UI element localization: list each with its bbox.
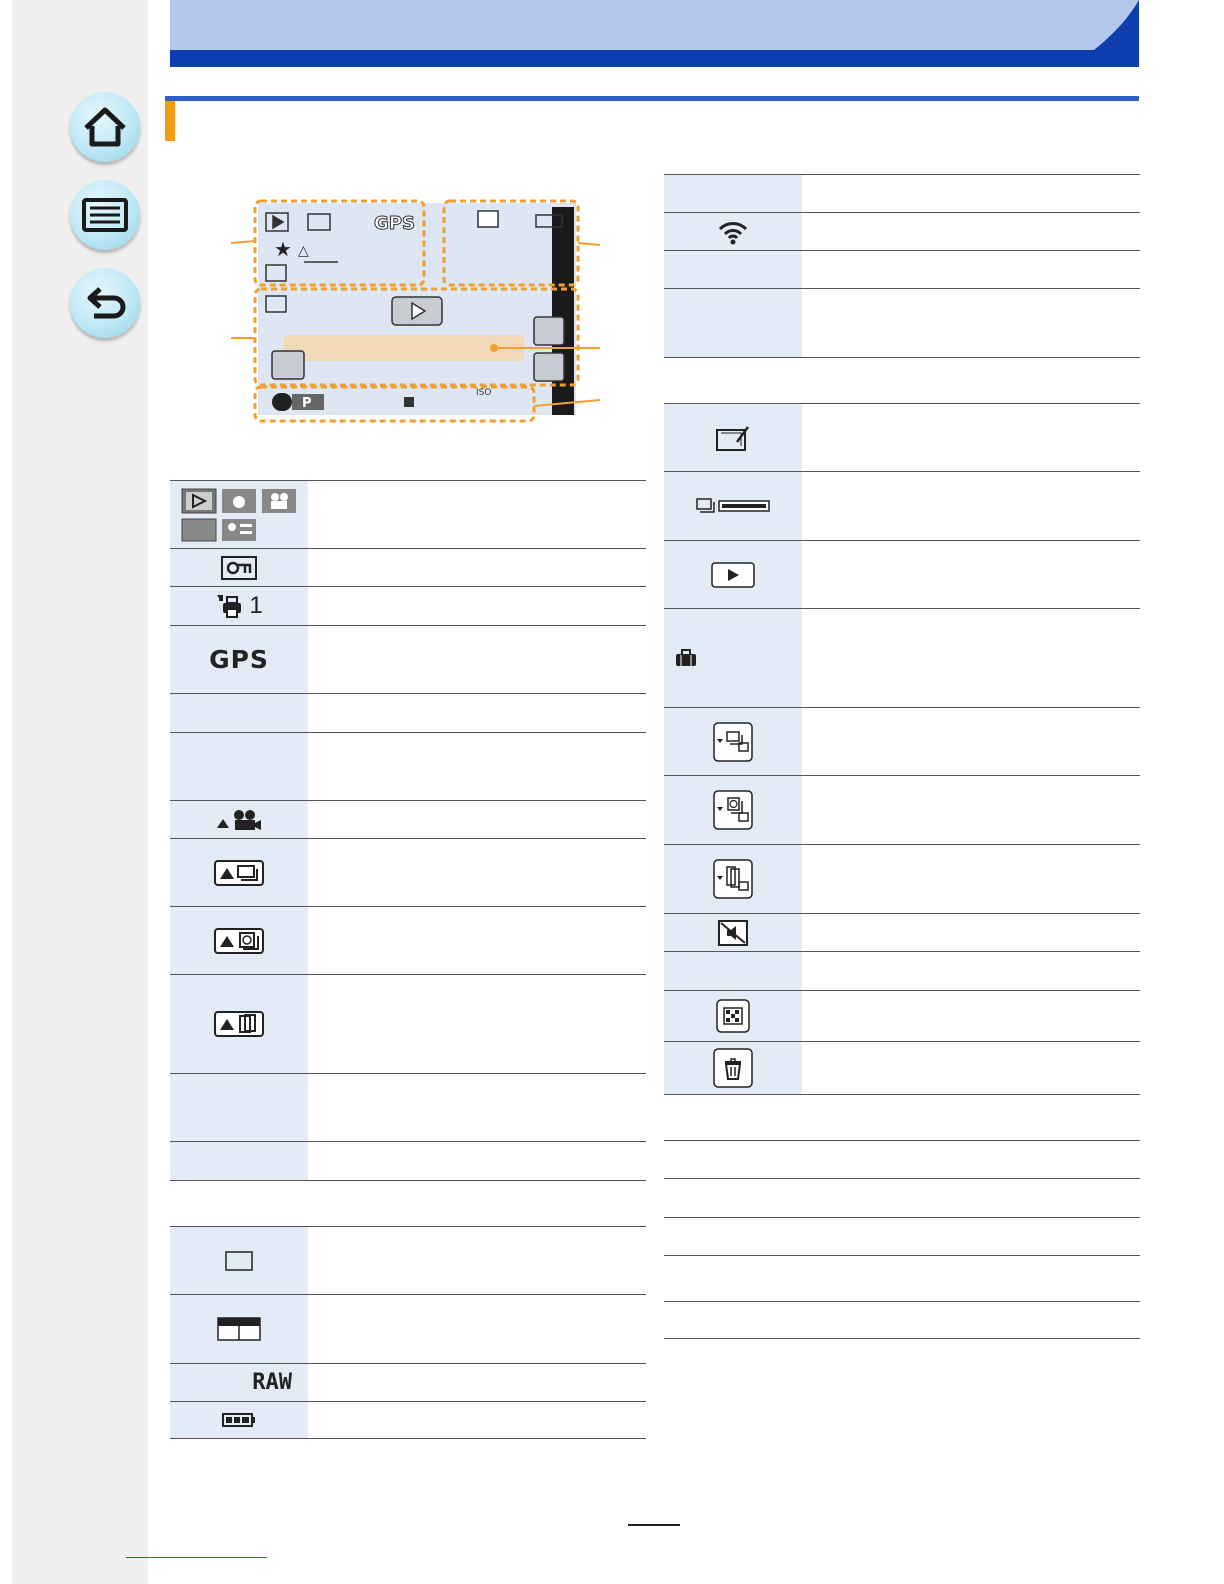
table-row: [664, 403, 1140, 471]
table-section-row: [664, 1094, 1140, 1140]
row-description: [802, 776, 1140, 844]
table-row: [170, 548, 646, 586]
row-description: [802, 472, 1140, 540]
interval-group-cell: [170, 907, 308, 974]
stop-motion-group-icon: [214, 1011, 264, 1037]
row-description: [308, 907, 646, 974]
table-row: [170, 586, 646, 625]
table-row: [170, 838, 646, 906]
empty-icon-cell: [170, 1142, 308, 1180]
aspect-cell: [170, 1227, 308, 1294]
table-row: [664, 844, 1140, 913]
table-row: [664, 288, 1140, 357]
table-row: [170, 693, 646, 732]
delete-cell: [664, 1042, 802, 1094]
table-row: [664, 1041, 1140, 1094]
wifi-icon: [718, 219, 748, 245]
row-description: [308, 1295, 646, 1363]
aspect-ratio-icon: [225, 1251, 253, 1271]
row-description: [308, 1402, 646, 1438]
row-description: [802, 213, 1140, 250]
protect-key-icon: [221, 556, 257, 580]
table-row: [664, 1301, 1140, 1339]
interval-group-icon: [214, 928, 264, 954]
table-row: [664, 707, 1140, 775]
battery-icon: [222, 1412, 256, 1428]
row-description: [802, 1095, 1140, 1140]
table-row: [170, 974, 646, 1073]
row-description: [802, 541, 1140, 608]
burst-display-icon: [713, 722, 753, 762]
protect-icon-cell: [170, 549, 308, 586]
empty-icon-cell: [664, 1095, 802, 1140]
row-description: [308, 1364, 646, 1401]
table-row: [664, 990, 1140, 1041]
row-description: [802, 175, 1140, 212]
back-arrow-icon: [80, 278, 130, 328]
header-corner: [1080, 0, 1140, 52]
row-description: [802, 404, 1140, 471]
burst-group-cell: [170, 839, 308, 906]
table-row: [664, 608, 1140, 707]
table-row: [170, 625, 646, 693]
empty-icon-cell: [170, 1181, 308, 1226]
row-description: [802, 289, 1140, 357]
row-description: [802, 1141, 1140, 1178]
table-row: [170, 1073, 646, 1141]
picture-size-cell: [170, 1295, 308, 1363]
section-rule: [165, 96, 1139, 101]
burst-group-icon: [214, 860, 264, 886]
row-description: [802, 708, 1140, 775]
empty-icon-cell: [664, 1141, 802, 1178]
row-description: [308, 549, 646, 586]
row-description: [802, 991, 1140, 1041]
diagram-iso-label: ISO: [476, 388, 492, 398]
table-row: [170, 1226, 646, 1294]
print-set-cell: [170, 587, 308, 625]
row-description: [308, 587, 646, 625]
print-count: 1: [249, 592, 263, 619]
play-icon: [711, 562, 755, 588]
table-row: [170, 906, 646, 974]
row-description: [308, 801, 646, 838]
stop-motion-display-icon: [713, 859, 753, 899]
retouch-cell: [664, 404, 802, 471]
row-description: [802, 1218, 1140, 1255]
processing-progress-icon: [695, 496, 771, 516]
table-row: [664, 174, 1140, 212]
table-row: [664, 1140, 1140, 1178]
empty-icon-cell: [170, 694, 308, 732]
table-row: [170, 1401, 646, 1439]
empty-icon-cell: [664, 1256, 802, 1301]
page-number-underline: [628, 1524, 680, 1526]
interval-display-cell: [664, 776, 802, 844]
home-button[interactable]: [70, 92, 140, 162]
row-description: [802, 1042, 1140, 1094]
table-row: [170, 1363, 646, 1401]
diagram-mode-label: P: [302, 396, 312, 411]
row-description: [308, 1142, 646, 1180]
empty-icon-cell: [170, 733, 308, 800]
menu-list-icon: [80, 190, 130, 240]
row-description: [802, 251, 1140, 288]
table-row: [170, 732, 646, 800]
back-button[interactable]: [70, 268, 140, 338]
row-description: [802, 952, 1140, 990]
row-description: [308, 626, 646, 693]
thumbnail-grid-icon: [716, 999, 750, 1033]
table-row: [170, 800, 646, 838]
table-row: [664, 540, 1140, 608]
empty-icon-cell: [664, 358, 802, 403]
row-description: [308, 481, 646, 548]
gps-label: GPS: [209, 645, 269, 674]
table-section-row: [664, 357, 1140, 403]
interval-display-icon: [713, 790, 753, 830]
diagram-gps-label: GPS: [374, 213, 415, 234]
row-description: [802, 845, 1140, 913]
svg-text:★: ★: [274, 237, 292, 261]
battery-cell: [170, 1402, 308, 1438]
row-description: [308, 839, 646, 906]
silent-cell: [664, 914, 802, 951]
sound-mute-icon: [718, 920, 748, 946]
burst-display-cell: [664, 708, 802, 775]
table-row: [664, 212, 1140, 250]
empty-icon-cell: [664, 1179, 802, 1217]
mode-icons-cell: [170, 481, 308, 548]
empty-icon-cell: [170, 1074, 308, 1141]
home-icon: [80, 102, 130, 152]
row-description: [308, 733, 646, 800]
progress-cell: [664, 472, 802, 540]
wifi-cell: [664, 213, 802, 250]
table-row: [664, 1178, 1140, 1217]
table-row: [170, 1141, 646, 1180]
picture-size-icon: [217, 1317, 261, 1341]
empty-icon-cell: [664, 952, 802, 990]
table-row: [664, 951, 1140, 990]
motion-picture-cell: [170, 801, 308, 838]
menu-button[interactable]: [70, 180, 140, 250]
empty-icon-cell: [664, 175, 802, 212]
icon-table-right: [664, 174, 1140, 1339]
row-description: [802, 914, 1140, 951]
empty-icon-cell: [664, 1302, 802, 1338]
table-section-row: [170, 1180, 646, 1226]
table-row: [664, 1255, 1140, 1301]
row-description: [802, 358, 1140, 403]
table-row: [664, 250, 1140, 288]
icon-table-left: [170, 480, 646, 1439]
section-marker: [165, 101, 175, 141]
play-cell: [664, 541, 802, 608]
row-description: [308, 694, 646, 732]
row-description: [802, 1179, 1140, 1217]
gps-cell: [170, 626, 308, 693]
stop-motion-display-cell: [664, 845, 802, 913]
playback-screen-diagram: [228, 195, 608, 430]
row-description: [308, 1074, 646, 1141]
thumbnail-cell: [664, 991, 802, 1041]
retouch-pen-icon: [715, 424, 751, 452]
row-description: [802, 609, 1140, 707]
table-row: [664, 775, 1140, 844]
footer-link-underline[interactable]: [126, 1557, 267, 1558]
table-row: [664, 913, 1140, 951]
row-description: [802, 1302, 1140, 1338]
svg-text:△: △: [298, 243, 309, 259]
table-row: [664, 471, 1140, 540]
print-icon: [215, 593, 245, 619]
table-row: [170, 480, 646, 548]
row-description: [308, 975, 646, 1073]
stop-motion-group-cell: [170, 975, 308, 1073]
raw-cell: [170, 1364, 308, 1401]
empty-icon-cell: [664, 289, 802, 357]
header-bar: [170, 50, 1139, 67]
empty-icon-cell: [664, 1218, 802, 1255]
row-description: [308, 1181, 646, 1226]
empty-icon-cell: [664, 251, 802, 288]
travel-cell: [664, 609, 802, 707]
travel-suitcase-icon: [674, 649, 698, 667]
trash-icon: [713, 1048, 753, 1088]
row-description: [802, 1256, 1140, 1301]
raw-label: RAW: [252, 1370, 292, 1395]
playback-mode-icons: [180, 487, 298, 543]
motion-picture-icon: [215, 808, 263, 832]
table-row: [664, 1217, 1140, 1255]
table-row: [170, 1294, 646, 1363]
row-description: [308, 1227, 646, 1294]
header-band: [170, 0, 1139, 50]
